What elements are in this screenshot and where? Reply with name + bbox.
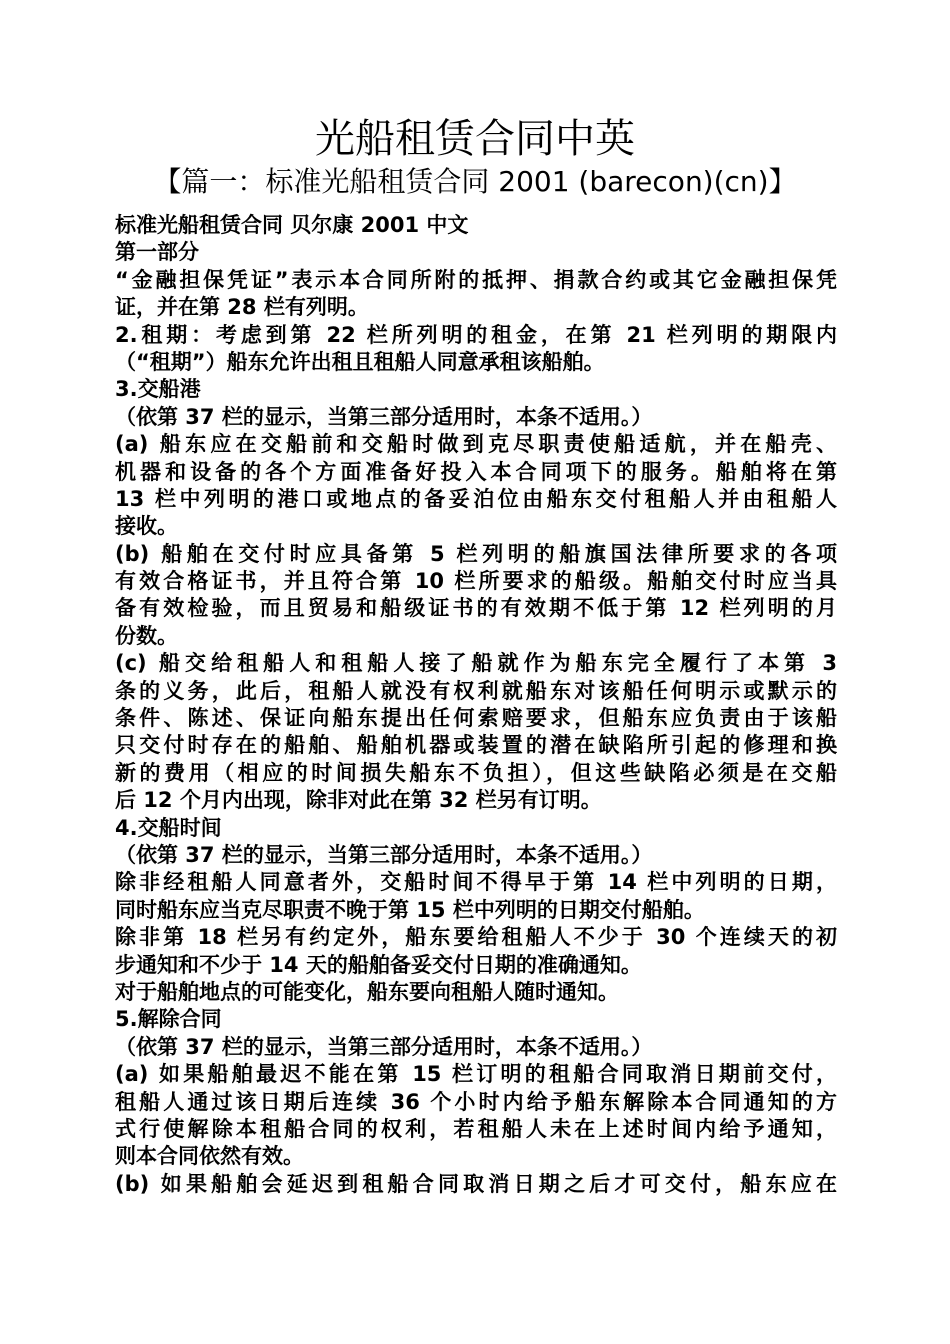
text-line: “金融担保凭证”表示本合同所附的抵押、捐款合约或其它金融担保凭: [115, 267, 837, 292]
text-line: （依第 37 栏的显示，当第三部分适用时，本条不适用。）: [115, 1034, 653, 1059]
text-line: 租船人通过该日期后连续 36 个小时内给予船东解除本合同通知的方: [115, 1089, 837, 1114]
text-line: 备有效检验，而且贸易和船级证书的有效期不低于第 12 栏列明的月: [115, 596, 837, 621]
page-subtitle: 【篇一：标准光船租赁合同 2001 (barecon)(cn)】: [153, 165, 797, 198]
text-line: 则本合同依然有效。: [115, 1144, 304, 1169]
contract-body: [115, 212, 837, 1198]
text-line: 条件、陈述、保证向船东提出任何索赔要求，但船东应负责由于该船: [115, 706, 837, 731]
text-line: 条的义务，此后，租船人就没有权利就船东对该船任何明示或默示的: [115, 678, 837, 703]
text-line: 对于船舶地点的可能变化，船东要向租船人随时通知。: [115, 979, 619, 1004]
text-line: (b) 船舶在交付时应具备第 5 栏列明的船旗国法律所要求的各项: [115, 541, 837, 566]
text-line: (c) 船交给租船人和租船人接了船就作为船东完全履行了本第 3: [115, 651, 837, 676]
text-line: 步通知和不少于 14 天的船舶备妥交付日期的准确通知。: [115, 952, 642, 977]
text-line: 标准光船租赁合同 贝尔康 2001 中文: [115, 213, 469, 237]
text-line: （依第 37 栏的显示，当第三部分适用时，本条不适用。）: [115, 842, 653, 867]
text-line: 后 12 个月内出现，除非对此在第 32 栏另有订明。: [115, 788, 602, 813]
text-line: (b) 如果船舶会延迟到租船合同取消日期之后才可交付，船东应在: [115, 1171, 837, 1196]
text-line: 2.租期：考虑到第 22 栏所列明的租金，在第 21 栏列明的期限内: [115, 322, 837, 347]
text-line: 同时船东应当克尽职责不晚于第 15 栏中列明的日期交付船舶。: [115, 897, 705, 922]
text-line: 接收。: [115, 514, 178, 539]
text-line: 5.解除合同: [115, 1007, 222, 1032]
text-line: 份数。: [115, 623, 178, 648]
text-line: (a) 如果船舶最迟不能在第 15 栏订明的租船合同取消日期前交付，: [115, 1062, 837, 1087]
text-line: 式行使解除本租船合同的权利，若租船人未在上述时间内给予通知，: [115, 1116, 837, 1141]
page-title: 光船租赁合同中英: [315, 116, 635, 162]
text-line: （依第 37 栏的显示，当第三部分适用时，本条不适用。）: [115, 404, 653, 429]
text-line: （“租期”）船东允许出租且租船人同意承租该船舶。: [115, 349, 605, 374]
text-line: 只交付时存在的船舶、船舶机器或装置的潜在缺陷所引起的修理和换: [115, 733, 837, 758]
text-line: 13 栏中列明的港口或地点的备妥泊位由船东交付租船人并由租船人: [115, 486, 837, 511]
text-line: 4.交船时间: [115, 815, 222, 840]
text-line: 除非第 18 栏另有约定外，船东要给租船人不少于 30 个连续天的初: [115, 925, 837, 950]
text-line: 新的费用（相应的时间损失船东不负担），但这些缺陷必须是在交船: [115, 760, 837, 785]
text-line: 3.交船港: [115, 377, 201, 402]
text-line: 证，并在第 28 栏有列明。: [115, 295, 369, 320]
text-line: 有效合格证书，并且符合第 10 栏所要求的船级。船舶交付时应当具: [115, 569, 837, 594]
text-line: 第一部分: [115, 240, 199, 265]
text-line: (a) 船东应在交船前和交船时做到克尽职责使船适航，并在船壳、: [115, 432, 837, 457]
text-line: 机器和设备的各个方面准备好投入本合同项下的服务。船舶将在第: [115, 459, 837, 484]
text-line: 除非经租船人同意者外，交船时间不得早于第 14 栏中列明的日期，: [115, 870, 837, 895]
